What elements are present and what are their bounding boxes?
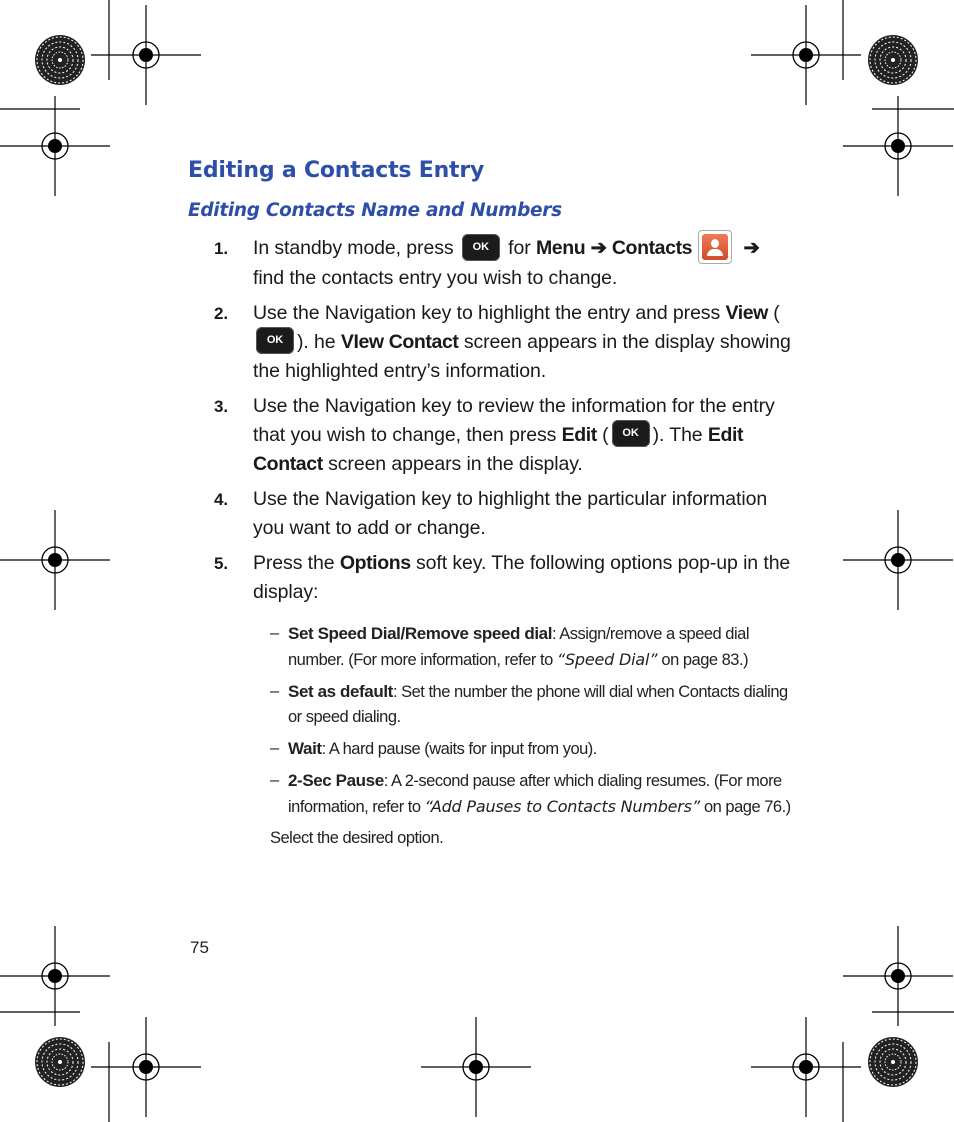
cross-reference-link[interactable]: “Speed Dial” — [556, 650, 658, 669]
edit-label: Edit — [561, 424, 597, 446]
step-text: Use the Navigation key to highlight the entry and press — [253, 302, 721, 324]
arrow-icon: ➔ — [590, 237, 607, 260]
option-label: Set Speed Dial/Remove speed dial — [288, 624, 553, 643]
bullet-dash: – — [270, 739, 279, 757]
option-label: 2-Sec Pause — [288, 771, 384, 790]
option-item — [253, 768, 794, 820]
option-text: : A 2-second pause after which dialing resumes. (For more information, refer to — [288, 772, 782, 816]
contacts-app-icon — [698, 230, 732, 264]
step-1 — [214, 234, 794, 293]
option-text: : Set the number the phone will dial when Contacts dialing or speed dialing. — [288, 683, 788, 726]
select-instruction: Select the desired option. — [270, 829, 444, 847]
options-label: Options — [339, 552, 411, 574]
section-heading: Editing a Contacts Entry — [188, 158, 485, 183]
step-text: find the contacts entry you wish to change. — [253, 267, 618, 289]
option-item — [253, 736, 794, 762]
step-2 — [214, 299, 794, 386]
option-label: Set as default — [288, 682, 393, 701]
steps-list — [214, 234, 794, 857]
step-4 — [214, 485, 794, 543]
bullet-dash: – — [270, 682, 279, 700]
starburst-mark-bottom-right — [868, 1037, 918, 1087]
option-item — [253, 621, 794, 673]
contacts-label: Contacts — [611, 237, 693, 260]
option-text: on page 83.) — [661, 651, 749, 669]
section-subheading: Editing Contacts Name and Numbers — [188, 200, 562, 221]
starburst-mark-top-right — [868, 35, 918, 85]
option-text: : A hard pause (waits for input from you). — [321, 740, 597, 758]
menu-label: Menu — [535, 237, 586, 260]
step-text: ). he — [297, 331, 336, 353]
step-text: Press the — [253, 552, 335, 574]
cross-reference-link[interactable]: “Add Pauses to Contacts Numbers” — [424, 797, 700, 816]
paren: ( — [602, 424, 609, 446]
option-text: : Assign/remove a speed dial number. (For more information, refer to — [288, 625, 749, 669]
option-text: on page 76.) — [704, 798, 791, 816]
step-text: Use the Navigation key to highlight the particular information you want to add or change. — [253, 488, 768, 539]
view-label: View — [725, 302, 768, 324]
step-number: 1. — [214, 239, 228, 258]
step-number: 3. — [214, 397, 228, 416]
step-3 — [214, 392, 794, 479]
arrow-icon: ➔ — [743, 237, 760, 260]
ok-key-icon: OK — [462, 234, 500, 261]
step-text: Use the Navigation key to review the information for the entry that you wish to change, then press — [253, 395, 775, 446]
bullet-dash: – — [270, 624, 279, 642]
step-text: screen appears in the display showing the highlighted entry’s information. — [253, 331, 791, 382]
edit-contact-label: Edit Contact — [253, 424, 744, 475]
step-text: ). The — [652, 424, 703, 446]
option-item — [253, 679, 794, 730]
step-text: for — [508, 237, 531, 260]
step-number: 4. — [214, 490, 228, 509]
ok-key-icon: OK — [612, 420, 650, 447]
step-text: soft key. The following options pop-up in the display: — [253, 552, 791, 603]
view-contact-label: VIew Contact — [340, 331, 459, 353]
step-number: 2. — [214, 304, 228, 323]
ok-key-icon: OK — [256, 327, 294, 354]
step-number: 5. — [214, 554, 228, 573]
starburst-mark-top-left — [35, 35, 85, 85]
starburst-mark-bottom-left — [35, 1037, 85, 1087]
options-list — [253, 621, 794, 820]
step-text: In standby mode, press — [253, 237, 454, 260]
page-number: 75 — [190, 938, 209, 957]
bullet-dash: – — [270, 771, 279, 789]
step-text: screen appears in the display. — [328, 453, 583, 475]
paren: ( — [773, 302, 780, 324]
option-label: Wait — [288, 739, 322, 758]
step-5 — [214, 549, 794, 851]
